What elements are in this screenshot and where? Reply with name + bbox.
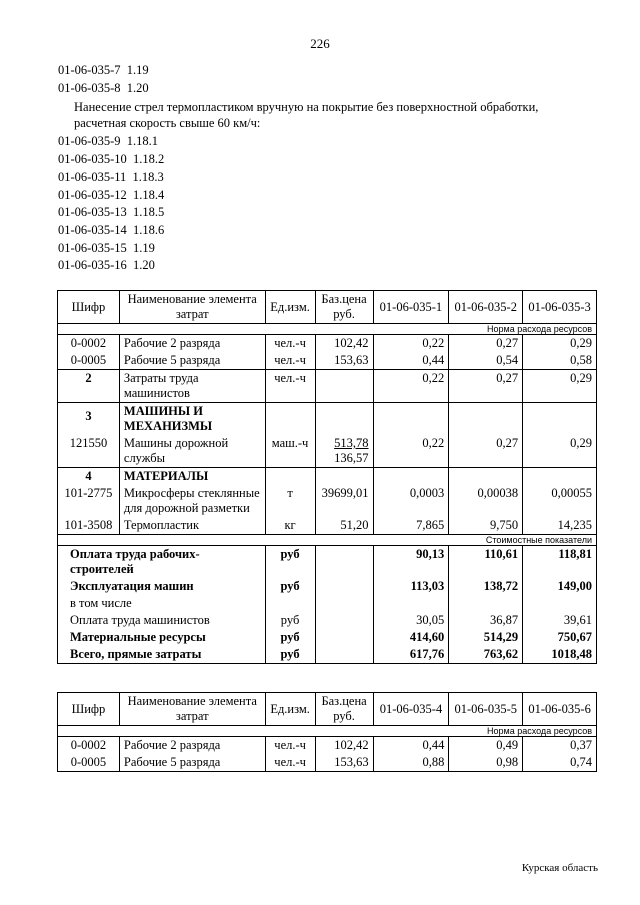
cost-label: Стоимостные показатели: [58, 535, 597, 546]
ref-line: 01-06-035-7 1.19: [58, 63, 149, 77]
header-col: 01-06-035-2: [449, 291, 523, 324]
table-row: 0-0002 Рабочие 2 разряда чел.-ч 102,42 0,22 0,27 0,29: [58, 335, 597, 353]
table-row: 3 МАШИНЫ И МЕХАНИЗМЫ: [58, 403, 597, 436]
ref-line: 01-06-035-11 1.18.3: [58, 169, 164, 184]
ref-line: 01-06-035-12 1.18.4: [58, 187, 165, 202]
header-col: 01-06-035-5: [449, 693, 523, 726]
cost-row: в том числе: [58, 595, 597, 612]
table-row: 101-2775 Микросферы стеклянные для дорожной разметки т 39699,01 0,0003 0,00038 0,00055: [58, 485, 597, 517]
header-col: 01-06-035-4: [373, 693, 449, 726]
table-row: 101-3508 Термопластик кг 51,20 7,865 9,750 14,235: [58, 517, 597, 535]
ref-line: 01-06-035-16 1.20: [58, 258, 155, 273]
table-row: 0-0005 Рабочие 5 разряда чел.-ч 153,63 0,44 0,54 0,58: [58, 352, 597, 370]
footer-region: Курская область: [521, 862, 598, 874]
header-name: Наименование элемента затрат: [119, 693, 265, 726]
cost-row: Оплата труда машинистов руб 30,05 36,87 39,61: [58, 612, 597, 629]
table-row: 0-0005 Рабочие 5 разряда чел.-ч 153,63 0,88 0,98 0,74: [58, 754, 597, 772]
table-row: 4 МАТЕРИАЛЫ: [58, 468, 597, 486]
norm-label: Норма расхода ресурсов: [58, 324, 597, 335]
reference-list: [58, 62, 544, 275]
table-row: 0-0002 Рабочие 2 разряда чел.-ч 102,42 0,44 0,49 0,37: [58, 737, 597, 755]
header-price: Баз.цена руб.: [315, 291, 373, 324]
cost-row: Оплата труда рабочих-строителей руб 90,13 110,61 118,81: [58, 546, 597, 579]
header-col: 01-06-035-6: [523, 693, 597, 726]
header-name: Наименование элемента затрат: [119, 291, 265, 324]
table-row: 121550 Машины дорожной службы маш.-ч 513,78 136,57 0,22 0,27 0,29: [58, 435, 597, 468]
page-number: 226: [310, 36, 330, 51]
header-price: Баз.цена руб.: [315, 693, 373, 726]
header-col: 01-06-035-3: [523, 291, 597, 324]
norm-label: Норма расхода ресурсов: [58, 726, 597, 737]
ref-line: 01-06-035-9 1.18.1: [58, 134, 158, 149]
cost-row: Материальные ресурсы руб 414,60 514,29 750,67: [58, 629, 597, 646]
resource-table-2: [57, 692, 597, 772]
ref-line: 01-06-035-10 1.18.2: [58, 152, 165, 167]
ref-line: 01-06-035-14 1.18.6: [58, 222, 165, 237]
header-unit: Ед.изм.: [265, 291, 315, 324]
description: Нанесение стрел термопластиком вручную на покрытие без поверхностной обработки, расчетная скорость свыше 60 км/ч:: [74, 100, 539, 131]
header-code: Шифр: [58, 693, 120, 726]
ref-line: 01-06-035-8 1.20: [58, 80, 149, 95]
cost-row: Всего, прямые затраты руб 617,76 763,62 1018,48: [58, 646, 597, 664]
header-code: Шифр: [58, 291, 120, 324]
header-unit: Ед.изм.: [265, 693, 315, 726]
ref-line: 01-06-035-13 1.18.5: [58, 205, 165, 220]
header-col: 01-06-035-1: [373, 291, 449, 324]
table-row: 2 Затраты труда машинистов чел.-ч 0,22 0,27 0,29: [58, 370, 597, 403]
resource-table-1: [57, 290, 597, 664]
ref-line: 01-06-035-15 1.19: [58, 240, 155, 255]
cost-row: Эксплуатация машин руб 113,03 138,72 149,00: [58, 578, 597, 595]
